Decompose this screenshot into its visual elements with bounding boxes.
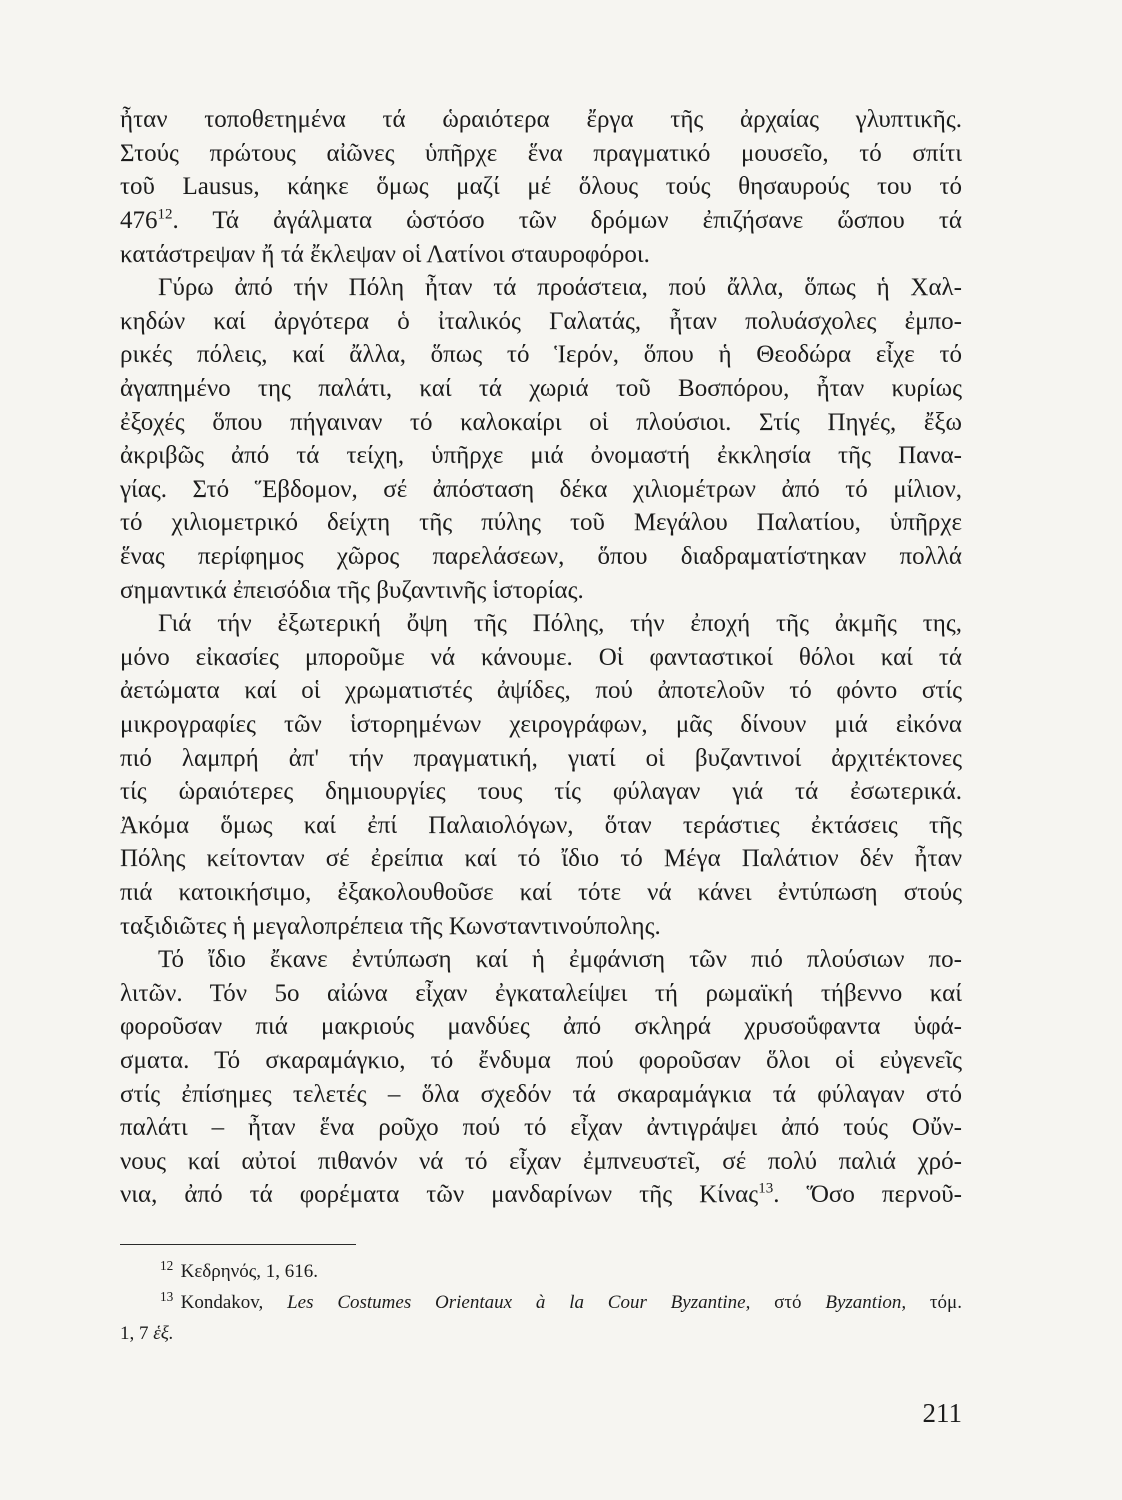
text-line <box>120 540 962 574</box>
text-run: ταξιδιῶτες ἡ μεγαλοπρέπεια τῆς Κωνσταντινούπολης. <box>120 912 661 940</box>
italic-text: Les Costumes Orientaux à la Cour Byzantine, <box>287 1292 751 1313</box>
text-line <box>120 641 962 675</box>
text-run: Ἀκόμα ὅμως καί ἐπί Παλαιολόγων, ὅταν τεράστιες ἐκτάσεις τῆς <box>120 811 962 839</box>
text-run: μόνο εἰκασίες μποροῦμε νά κάνουμε. Οἱ φανταστικοί θόλοι καί τά <box>120 643 962 671</box>
text-line <box>120 574 962 608</box>
text-line <box>120 674 962 708</box>
text-run: πιά κατοικήσιμο, ἐξακολουθοῦσε καί τότε νά κάνει ἐντύπωση στούς <box>120 879 962 906</box>
text-run: κατάστρεψαν ἤ τά ἔκλεψαν οἱ Λατίνοι σταυροφόροι. <box>120 240 650 268</box>
text-run: νια, ἀπό τά φορέματα τῶν μανδαρίνων τῆς Κίνας <box>120 1181 759 1209</box>
text-run: Στούς πρώτους αἰῶνες ὑπῆρχε ἕνα πραγματικό μουσεῖο, τό σπίτι <box>120 139 962 167</box>
text-run: παλάτι – ἦταν ἕνα ροῦχο πού τό εἶχαν ἀντιγράψει ἀπό τούς Οὔν- <box>120 1114 962 1142</box>
text-run: Kondakov, <box>180 1292 288 1313</box>
text-run: 476 <box>120 207 158 234</box>
text-line <box>120 708 962 742</box>
text-line <box>120 439 962 473</box>
text-run: κηδών καί ἀργότερα ὁ ἰταλικός Γαλατάς, ἦταν πολυάσχολες ἐμπο- <box>120 307 962 335</box>
text-run: τόμ. <box>906 1292 962 1313</box>
text-line <box>120 473 962 507</box>
text-line <box>120 1145 962 1179</box>
text-line <box>120 876 962 910</box>
footnote-reference: 12 <box>157 206 173 223</box>
text-run: ἐξοχές ὅπου πήγαιναν τό καλοκαίρι οἱ πλούσιοι. Στίς Πηγές, ἔξω <box>120 408 962 436</box>
text-line <box>120 1044 962 1078</box>
page-number: 211 <box>922 1398 962 1428</box>
text-run: σημαντικά ἐπεισόδια τῆς βυζαντινῆς ἱστορίας. <box>120 576 584 604</box>
text-run: ἀκριβῶς ἀπό τά τείχη, ὑπῆρχε μιά ὀνομαστή ἐκκλησία τῆς Πανα- <box>120 442 962 470</box>
footnote-separator <box>120 1244 356 1245</box>
footnote-line <box>120 1319 962 1349</box>
text-line <box>120 137 962 171</box>
text-run: 1, 7 <box>120 1323 154 1344</box>
text-line <box>158 943 962 977</box>
text-run: Γιά τήν ἐξωτερική ὄψη τῆς Πόλης, τήν ἐποχή τῆς ἀκμῆς της, <box>158 610 962 638</box>
text-line <box>120 170 962 204</box>
text-run: λιτῶν. Τόν 5ο αἰώνα εἶχαν ἐγκαταλείψει τή ρωμαϊκή τήβεννο καί <box>120 979 962 1007</box>
text-run: . Τά ἀγάλματα ὡστόσο τῶν δρόμων ἐπιζήσανε ὥσπου τά <box>172 207 962 234</box>
text-line <box>120 1178 962 1212</box>
text-run: γίας. Στό Ἕβδομον, σέ ἀπόσταση δέκα χιλιομέτρων ἀπό τό μίλιον, <box>120 475 962 503</box>
footnote-line <box>160 1257 962 1287</box>
text-line <box>158 607 962 641</box>
italic-text: ἑξ. <box>153 1323 174 1344</box>
text-run: ἦταν τοποθετημένα τά ὡραιότερα ἔργα τῆς ἀρχαίας γλυπτικῆς. <box>120 106 962 134</box>
footnote-reference: 13 <box>758 1181 774 1198</box>
text-line <box>120 338 962 372</box>
text-line <box>120 103 962 137</box>
text-run: στίς ἐπίσημες τελετές – ὅλα σχεδόν τά σκαραμάγκια τά φύλαγαν στό <box>120 1080 962 1108</box>
text-line <box>120 742 962 776</box>
text-line <box>120 1078 962 1112</box>
text-run: ἕνας περίφημος χῶρος παρελάσεων, ὅπου διαδραματίστηκαν πολλά <box>120 543 962 570</box>
text-line <box>120 372 962 406</box>
text-run: φοροῦσαν πιά μακριούς μανδύες ἀπό σκληρά χρυσοΰφαντα ὑφά- <box>120 1013 962 1041</box>
text-run: ρικές πόλεις, καί ἄλλα, ὅπως τό Ἱερόν, ὅπου ἡ Θεοδώρα εἶχε τό <box>120 341 962 369</box>
text-run: . Ὅσο περνοῦ- <box>773 1181 962 1209</box>
text-line <box>120 775 962 809</box>
text-line <box>158 271 962 305</box>
footnote-line <box>160 1288 962 1318</box>
text-run: τό χιλιομετρικό δείχτη τῆς πύλης τοῦ Μεγάλου Παλατίου, ὑπῆρχε <box>120 509 962 537</box>
text-line <box>120 842 962 876</box>
text-line <box>120 809 962 843</box>
text-run: Πόλης κείτονταν σέ ἐρείπια καί τό ἴδιο τό Μέγα Παλάτιον δέν ἦταν <box>120 845 962 873</box>
text-run: ἀετώματα καί οἱ χρωματιστές ἀψίδες, πού ἀποτελοῦν τό φόντο στίς <box>120 677 962 705</box>
footnote-number: 12 <box>160 1257 174 1273</box>
text-line <box>120 1111 962 1145</box>
text-run: Κεδρηνός, 1, 616. <box>180 1261 319 1282</box>
text-run: τίς ὡραιότερες δημιουργίες τους τίς φύλαγαν γιά τά ἐσωτερικά. <box>120 778 962 806</box>
text-run: πιό λαμπρή ἀπ' τήν πραγματική, γιατί οἱ βυζαντινοί ἀρχιτέκτονες <box>120 744 962 772</box>
text-run: μικρογραφίες τῶν ἱστορημένων χειρογράφων, μᾶς δίνουν μιά εἰκόνα <box>120 711 962 738</box>
text-run: στό <box>750 1292 826 1313</box>
text-run: Τό ἴδιο ἔκανε ἐντύπωση καί ἡ ἐμφάνιση τῶν πιό πλούσιων πο- <box>158 946 962 974</box>
text-run: σματα. Τό σκαραμάγκιο, τό ἔνδυμα πού φοροῦσαν ὅλοι οἱ εὐγενεῖς <box>120 1047 962 1074</box>
text-line <box>120 305 962 339</box>
text-line <box>120 910 962 944</box>
text-run: ἀγαπημένο της παλάτι, καί τά χωριά τοῦ Βοσπόρου, ἦταν κυρίως <box>120 375 962 402</box>
text-run: νους καί αὐτοί πιθανόν νά τό εἶχαν ἐμπνευστεῖ, σέ πολύ παλιά χρό- <box>120 1147 962 1175</box>
text-line <box>120 204 962 238</box>
text-line <box>120 506 962 540</box>
text-line <box>120 406 962 440</box>
text-line <box>120 238 962 272</box>
text-line <box>120 1010 962 1044</box>
text-run: τοῦ Lausus, κάηκε ὅμως μαζί μέ ὅλους τούς θησαυρούς του τό <box>120 173 962 201</box>
footnote-number: 13 <box>160 1288 174 1304</box>
text-line <box>120 977 962 1011</box>
text-run: Γύρω ἀπό τήν Πόλη ἦταν τά προάστεια, πού ἄλλα, ὅπως ἡ Χαλ- <box>158 274 962 302</box>
italic-text: Byzantion, <box>825 1292 907 1313</box>
